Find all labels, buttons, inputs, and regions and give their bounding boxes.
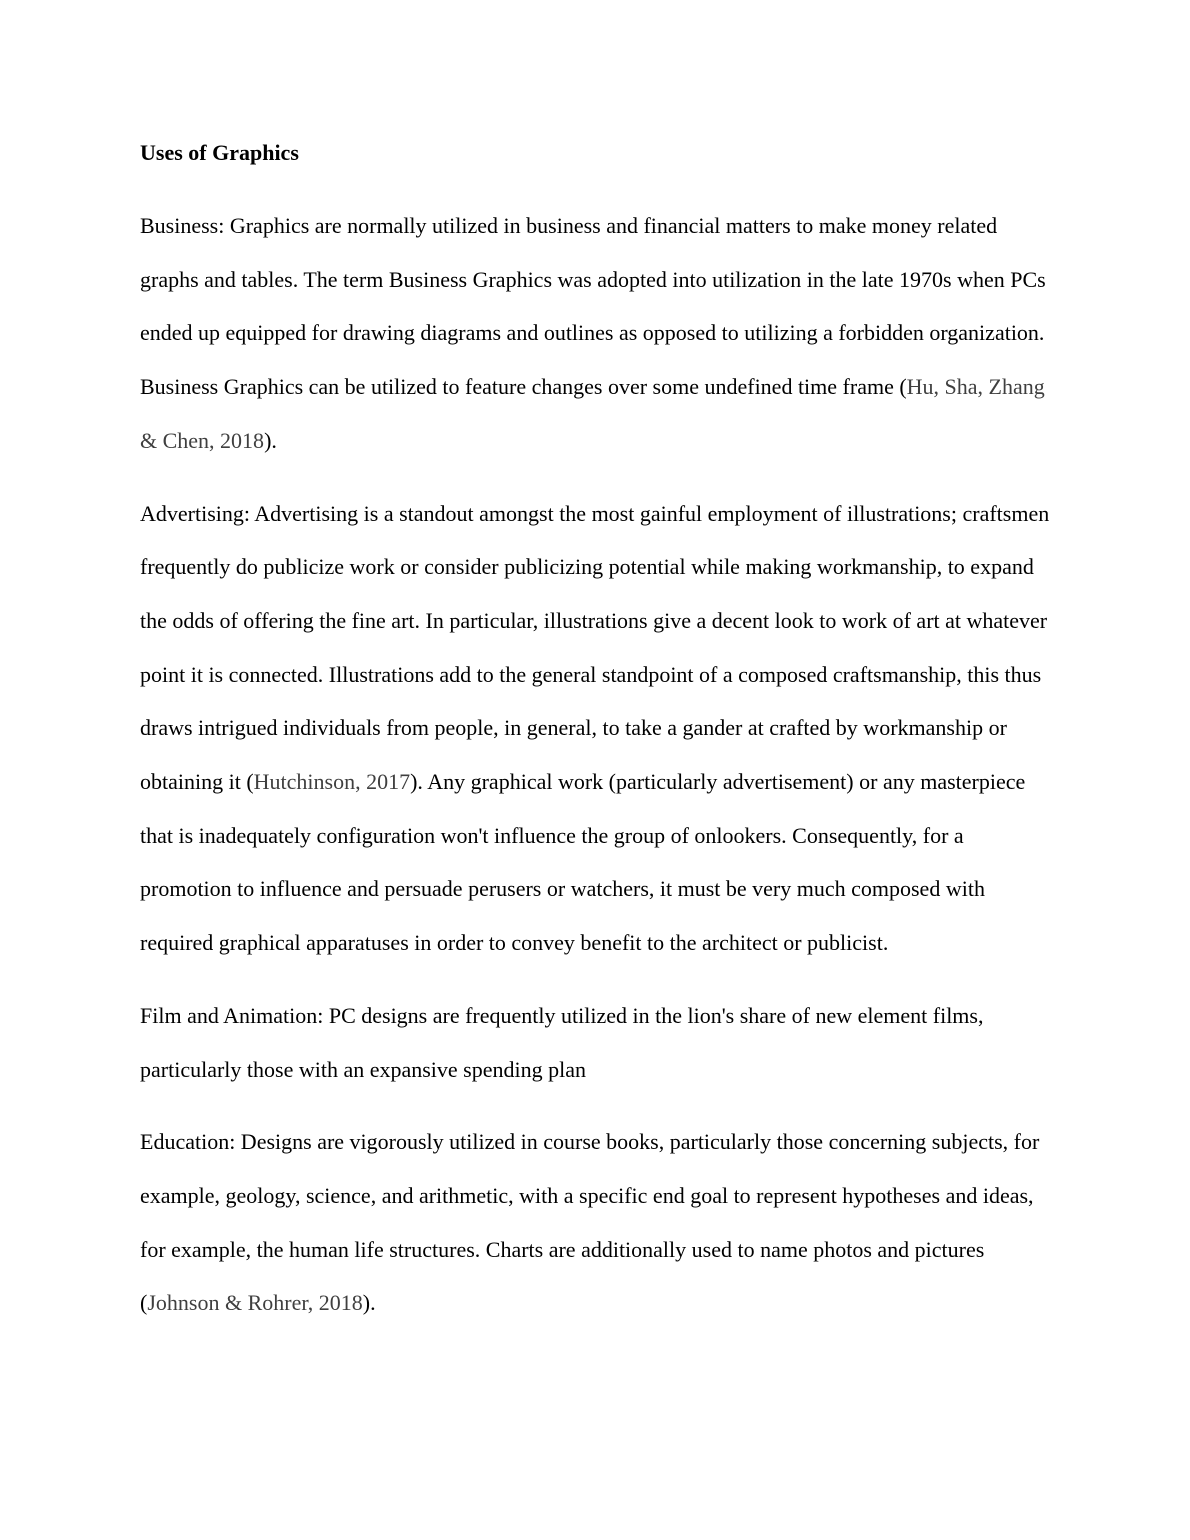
paragraph-text-after: ). [264,427,277,453]
document-body [140,126,1055,1349]
section-heading: Uses of Graphics [140,140,299,165]
paragraph-text: Business: Graphics are normally utilized in business and financial matters to make money related graphs and tables. The term Business Graphics was adopted into utilization in the late 1970s when PCs ended up equipped for drawing diagrams and outlines as opposed to utilizing a forbidden organization. Business Graphics can be utilized to feature changes over some undefined time frame ( [140,213,1046,400]
paragraph-text-after: ). Any graphical work (particularly advertisement) or any masterpiece that is inadequately configuration won't influence the group of onlookers. Consequently, for a promotion to influence and persuade perusers or watchers, it must be very much composed with required graphical apparatuses in order to convey benefit to the architect or publicist. [140,769,1026,956]
paragraph-film-animation [140,989,1055,1096]
paragraph-text: Film and Animation: PC designs are frequently utilized in the lion's share of new element films, particularly those with an expansive spending plan [140,1002,984,1082]
citation: Hutchinson, 2017 [253,769,411,795]
paragraph-advertising [140,487,1055,970]
citation: Johnson & Rohrer, 2018 [147,1290,363,1316]
paragraph-text: Advertising: Advertising is a standout amongst the most gainful employment of illustrations; craftsmen frequently do publicize work or consider publicizing potential while making workmanship, to expand the odds of offering the fine art. In particular, illustrations give a decent look to work of art at whatever point it is connected. Illustrations add to the general standpoint of a composed craftsmanship, this thus draws intrigued individuals from people, in general, to take a gander at crafted by workmanship or obtaining it ( [140,500,1050,795]
paragraph-education [140,1115,1055,1330]
paragraph-text-after: ). [362,1290,376,1316]
citation: Hu, Sha, Zhang & Chen, 2018 [140,374,1045,453]
paragraph-business [140,199,1055,468]
paragraph-text: Education: Designs are vigorously utilized in course books, particularly those concerning subjects, for example, geology, science, and arithmetic, with a specific end goal to represent hypotheses and ideas, for example, the human life structures. Charts are additionally used to name photos and pictures ( [140,1129,1040,1316]
